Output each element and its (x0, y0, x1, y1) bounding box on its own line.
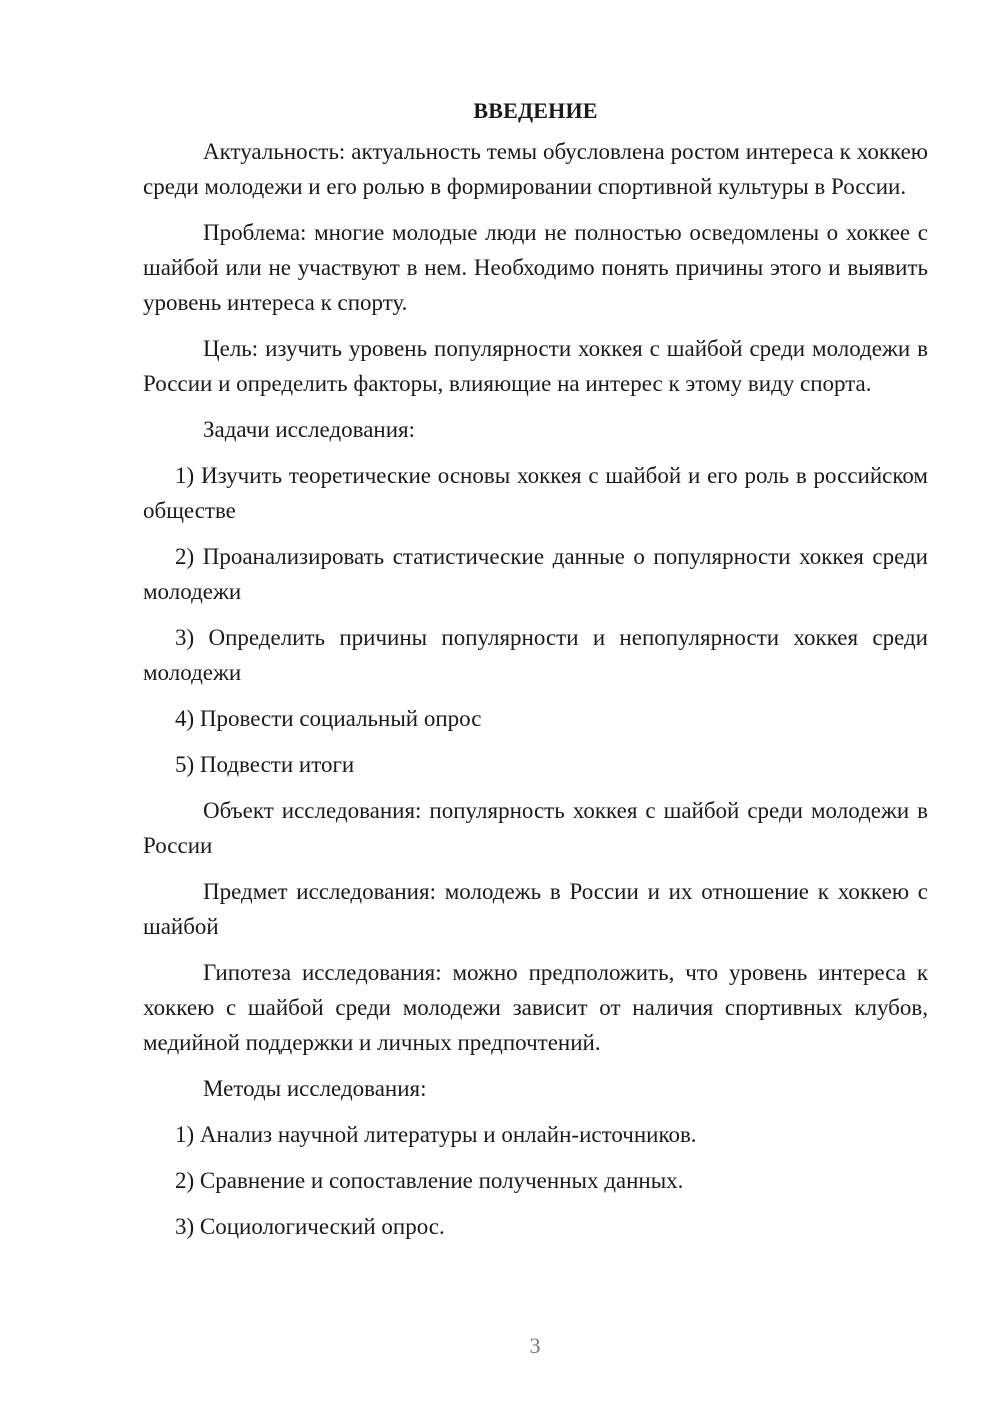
list-item-method-3: 3) Социологический опрос. (175, 1214, 445, 1239)
methods-list (143, 1117, 928, 1244)
tasks-heading: Задачи исследования: (203, 417, 416, 442)
list-item-method-1: 1) Анализ научной литературы и онлайн-источников. (175, 1122, 697, 1147)
paragraph-subject: Предмет исследования: молодежь в России и их отношение к хоккею с шайбой (143, 879, 928, 939)
list-item-task-5: 5) Подвести итоги (175, 752, 355, 777)
page-number: 3 (529, 1333, 541, 1358)
section-title: ВВЕДЕНИЕ (473, 98, 598, 123)
methods-heading: Методы исследования: (203, 1076, 427, 1101)
list-item-task-3: 3) Определить причины популярности и непопулярности хоккея среди молодежи (143, 625, 928, 685)
list-item-method-2: 2) Сравнение и сопоставление полученных данных. (175, 1168, 684, 1193)
paragraph-hypothesis: Гипотеза исследования: можно предположить, что уровень интереса к хоккею с шайбой среди молодежи зависит от наличия спортивных клубов, медийной поддержки и личных предпочтений. (143, 960, 928, 1055)
tasks-list (143, 458, 928, 782)
paragraph-problem: Проблема: многие молодые люди не полностью осведомлены о хоккее с шайбой или не участвуют в нем. Необходимо понять причины этого и выявить уровень интереса к спорту. (143, 220, 928, 315)
list-item-task-1: 1) Изучить теоретические основы хоккея с шайбой и его роль в российском обществе (143, 463, 928, 523)
paragraph-object: Объект исследования: популярность хоккея с шайбой среди молодежи в России (143, 798, 928, 858)
document-page (143, 96, 928, 1255)
paragraph-goal: Цель: изучить уровень популярности хоккея с шайбой среди молодежи в России и определить факторы, влияющие на интерес к этому виду спорта. (143, 336, 928, 396)
paragraph-relevance: Актуальность: актуальность темы обусловлена ростом интереса к хоккею среди молодежи и его ролью в формировании спортивной культуры в России. (143, 139, 928, 199)
list-item-task-4: 4) Провести социальный опрос (175, 706, 482, 731)
list-item-task-2: 2) Проанализировать статистические данные о популярности хоккея среди молодежи (143, 544, 928, 604)
